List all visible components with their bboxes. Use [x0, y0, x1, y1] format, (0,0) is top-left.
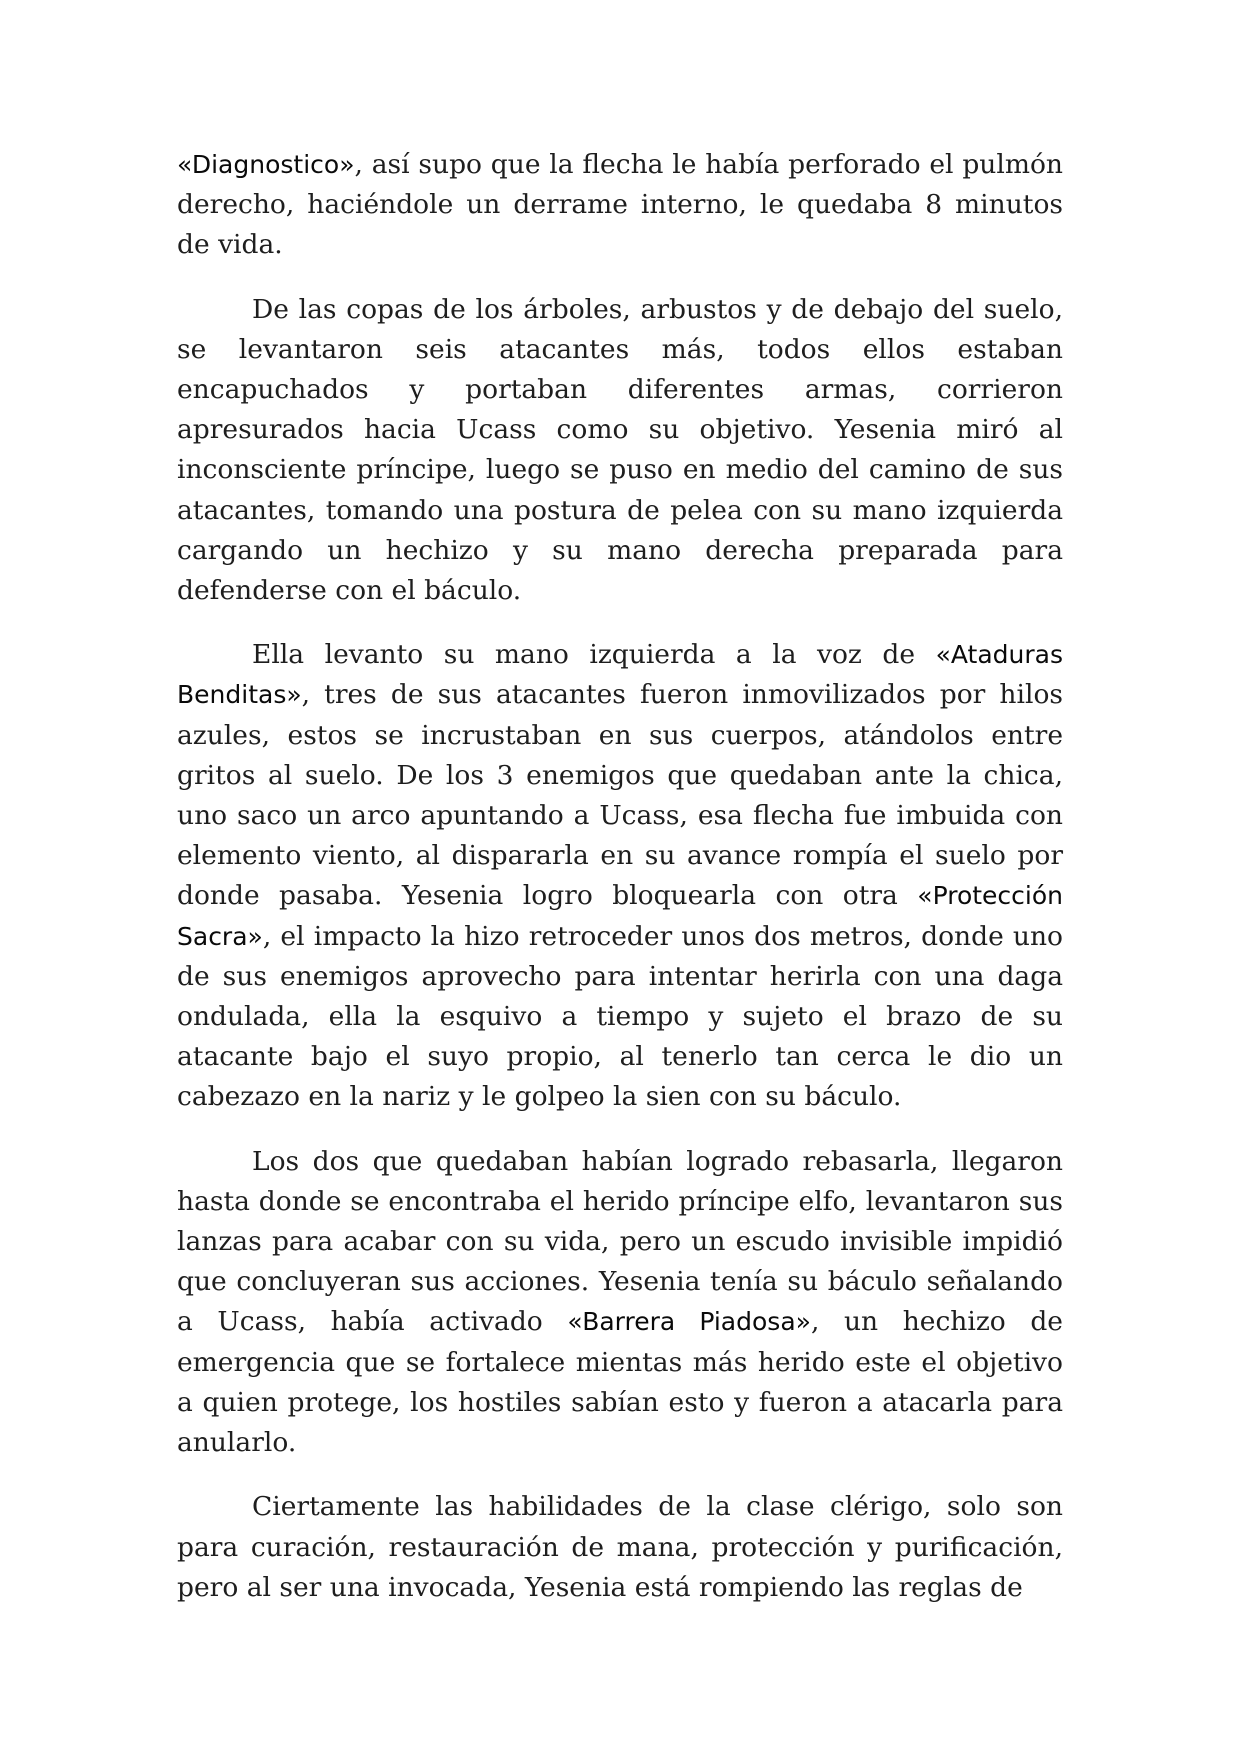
- paragraph-text: Los dos que quedaban habían logrado rebasarla, llegaron hasta donde se encontraba el herido príncipe elfo, levantaron sus lanzas para acabar con su vida, pero un escudo invisible impidió que concluyeran sus acciones. Yesenia tenía su báculo señalando a Ucass, había activado: [177, 1145, 1063, 1338]
- paragraph-text: Ciertamente las habilidades de la clase clérigo, solo son para curación, restauración de mana, protección y purificación, pero al ser una invocada, Yesenia está rompiendo las reglas de: [177, 1491, 1063, 1603]
- paragraph-1: [177, 145, 1063, 266]
- spell-name-proteccion-sacra: «Protección Sacra»: [177, 881, 1063, 951]
- document-page: [177, 145, 1063, 1632]
- spell-name-diagnostico: «Diagnostico»: [177, 150, 355, 179]
- paragraph-3: [177, 635, 1063, 1117]
- paragraph-5: [177, 1487, 1063, 1608]
- spell-name-ataduras-benditas: «Ataduras Benditas»: [177, 640, 1063, 710]
- spell-name-barrera-piadosa: «Barrera Piadosa»: [567, 1307, 811, 1337]
- paragraph-text: De las copas de los árboles, arbustos y de debajo del suelo, se levantaron seis atacantes más, todos ellos estaban encapuchados y portaban diferentes armas, corrieron apresurados hacia Ucass como su objetivo. Yesenia miró al inconsciente príncipe, luego se puso en medio del camino de sus atacantes, tomando una postura de pelea con su mano izquierda cargando un hechizo y su mano derecha preparada para defenderse con el báculo.: [177, 293, 1063, 607]
- paragraph-text: Ella levanto su mano izquierda a la voz de: [252, 639, 936, 671]
- paragraph-4: [177, 1142, 1063, 1464]
- paragraph-text: , el impacto la hizo retroceder unos dos metros, donde uno de sus enemigos aprovecho para intentar herirla con una daga ondulada, ella la esquivo a tiempo y sujeto el brazo de su atacante bajo el suyo propio, al tenerlo tan cerca le dio un cabezazo en la nariz y le golpeo la sien con su báculo.: [177, 920, 1063, 1113]
- paragraph-text: , un hechizo de emergencia que se fortalece mientas más herido este el objetivo a quien protege, los hostiles sabían esto y fueron a atacarla para anularlo.: [177, 1306, 1063, 1459]
- paragraph-text: , así supo que la flecha le había perforado el pulmón derecho, haciéndole un derrame interno, le quedaba 8 minutos de vida.: [177, 149, 1063, 261]
- paragraph-text: , tres de sus atacantes fueron inmovilizados por hilos azules, estos se incrustaban en sus cuerpos, atándolos entre gritos al suelo. De los 3 enemigos que quedaban ante la chica, uno saco un arco apuntando a Ucass, esa flecha fue imbuida con elemento viento, al dispararla en su avance rompía el suelo por donde pasaba. Yesenia logro bloquearla con otra: [177, 679, 1063, 912]
- paragraph-2: [177, 290, 1063, 612]
